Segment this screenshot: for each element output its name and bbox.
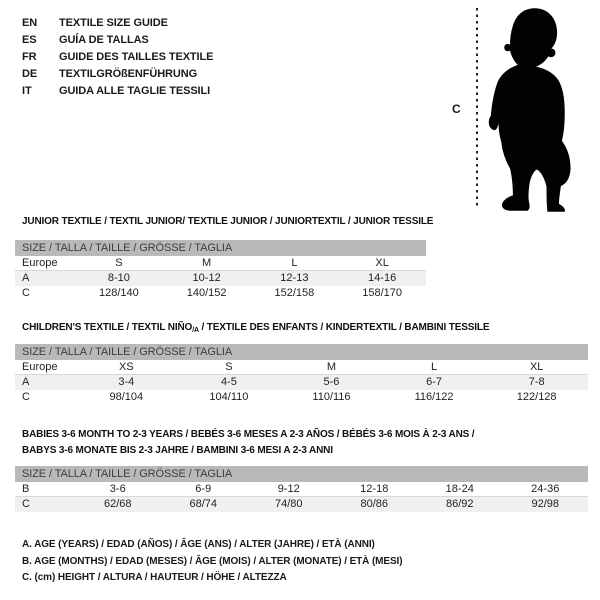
size-cell: M <box>202 257 212 269</box>
row-label: A <box>22 376 30 388</box>
size-cell: 12-13 <box>280 272 309 284</box>
size-header-bar: SIZE / TALLA / TAILLE / GRÖSSE / TAGLIA <box>15 240 426 256</box>
table-row <box>15 271 426 286</box>
size-cell: 68/74 <box>189 498 218 510</box>
size-cell: 74/80 <box>274 498 303 510</box>
size-cell: 14-16 <box>368 272 397 284</box>
size-cell: 86/92 <box>445 498 474 510</box>
size-cell: 128/140 <box>98 287 139 299</box>
size-cell: 8-10 <box>107 272 130 284</box>
babies-size-table <box>15 466 588 512</box>
size-cell: 152/158 <box>274 287 315 299</box>
size-cell: 158/170 <box>362 287 402 299</box>
size-cell: 7-8 <box>528 376 545 388</box>
size-cell: L <box>431 361 438 373</box>
size-cell: 5-6 <box>323 376 340 388</box>
size-cell: 104/110 <box>209 391 249 403</box>
language-text: GUIDA ALLE TAGLIE TESSILI <box>59 85 211 97</box>
size-cell: S <box>225 361 233 373</box>
language-code: ES <box>22 34 37 46</box>
language-line-de <box>22 66 213 83</box>
language-line-es <box>22 32 213 49</box>
language-code: EN <box>22 17 38 29</box>
size-cell: 110/116 <box>312 391 351 403</box>
language-header <box>22 15 213 100</box>
language-code: IT <box>22 85 32 97</box>
size-cell: 10-12 <box>192 272 221 284</box>
size-cell: 4-5 <box>220 376 237 388</box>
babies-title-line2: BABYS 3-6 MONATE BIS 2-3 JAHRE / BAMBINI 3-6 MESI A 2-3 ANNI <box>22 445 333 456</box>
size-cell: 98/104 <box>109 391 144 403</box>
row-label: B <box>22 483 30 495</box>
size-cell: XL <box>529 361 544 373</box>
table-row <box>15 390 588 405</box>
language-text: GUIDE DES TAILLES TEXTILE <box>59 51 214 63</box>
height-measure-label: C <box>452 102 461 116</box>
size-cell: M <box>326 361 337 373</box>
baby-silhouette <box>487 4 583 215</box>
size-cell: 6-9 <box>195 483 212 495</box>
language-code: FR <box>22 51 37 63</box>
size-cell: 12-18 <box>360 483 389 495</box>
row-label: C <box>22 287 30 299</box>
size-cell: 3-4 <box>118 376 135 388</box>
size-cell: L <box>291 257 298 269</box>
row-label: C <box>22 391 30 403</box>
size-cell: 122/128 <box>516 391 557 403</box>
subscript: /A <box>192 327 199 334</box>
legend-footnotes <box>22 537 402 587</box>
language-text: GUÍA DE TALLAS <box>59 34 149 46</box>
row-label: Europe <box>22 257 58 269</box>
junior-size-table <box>15 240 426 301</box>
table-row <box>15 360 588 375</box>
table-row <box>15 286 426 301</box>
row-label: C <box>22 498 30 510</box>
language-line-it <box>22 83 213 100</box>
size-cell: XL <box>375 257 389 269</box>
junior-section-title: JUNIOR TEXTILE / TEXTIL JUNIOR/ TEXTILE JUNIOR / JUNIORTEXTIL / JUNIOR TESSILE <box>22 216 434 227</box>
size-cell: XS <box>118 361 134 373</box>
size-header-bar: SIZE / TALLA / TAILLE / GRÖSSE / TAGLIA <box>15 466 588 482</box>
size-cell: 6-7 <box>426 376 443 388</box>
size-cell: 140/152 <box>186 287 227 299</box>
language-code: DE <box>22 68 38 80</box>
size-cell: S <box>115 257 123 269</box>
size-cell: 62/68 <box>103 498 132 510</box>
size-cell: 116/122 <box>414 391 454 403</box>
table-row <box>15 375 588 390</box>
table-row <box>15 482 588 497</box>
size-header-bar: SIZE / TALLA / TAILLE / GRÖSSE / TAGLIA <box>15 344 588 360</box>
size-cell: 9-12 <box>277 483 300 495</box>
language-line-en <box>22 15 213 32</box>
size-cell: 80/86 <box>360 498 389 510</box>
language-line-fr <box>22 49 213 66</box>
size-cell: 24-36 <box>531 483 560 495</box>
footnote-height-cm: C. (cm) HEIGHT / ALTURA / HAUTEUR / HÖHE / ALTEZZA <box>22 572 287 583</box>
table-row <box>15 256 426 271</box>
size-cell: 18-24 <box>445 483 474 495</box>
language-text: TEXTILGRÖßENFÜHRUNG <box>59 68 198 80</box>
language-text: TEXTILE SIZE GUIDE <box>59 17 168 29</box>
babies-title-line1: BABIES 3-6 MONTH TO 2-3 YEARS / BEBÉS 3-6 MESES A 2-3 AÑOS / BÉBÉS 3-6 MOIS À 2-3 ANS / <box>22 429 475 440</box>
table-row <box>15 497 588 512</box>
height-measure-dotted-line <box>476 8 478 206</box>
footnote-age-years: A. AGE (YEARS) / EDAD (AÑOS) / ÂGE (ANS) / ALTER (JAHRE) / ETÀ (ANNI) <box>22 539 375 550</box>
footnote-age-months: B. AGE (MONTHS) / EDAD (MESES) / ÂGE (MOIS) / ALTER (MONATE) / ETÀ (MESI) <box>22 555 403 567</box>
row-label: Europe <box>22 361 58 373</box>
babies-section-title <box>22 427 474 459</box>
children-section-title: CHILDREN'S TEXTILE / TEXTIL $NIÑO_{/A}$ / TEXTILE DES ENFANTS / KINDERTEXTIL / BAMBINI TESSILE <box>22 322 490 334</box>
row-label: A <box>22 272 30 284</box>
children-size-table <box>15 344 588 405</box>
size-cell: 92/98 <box>531 498 560 510</box>
size-cell: 3-6 <box>109 483 126 495</box>
